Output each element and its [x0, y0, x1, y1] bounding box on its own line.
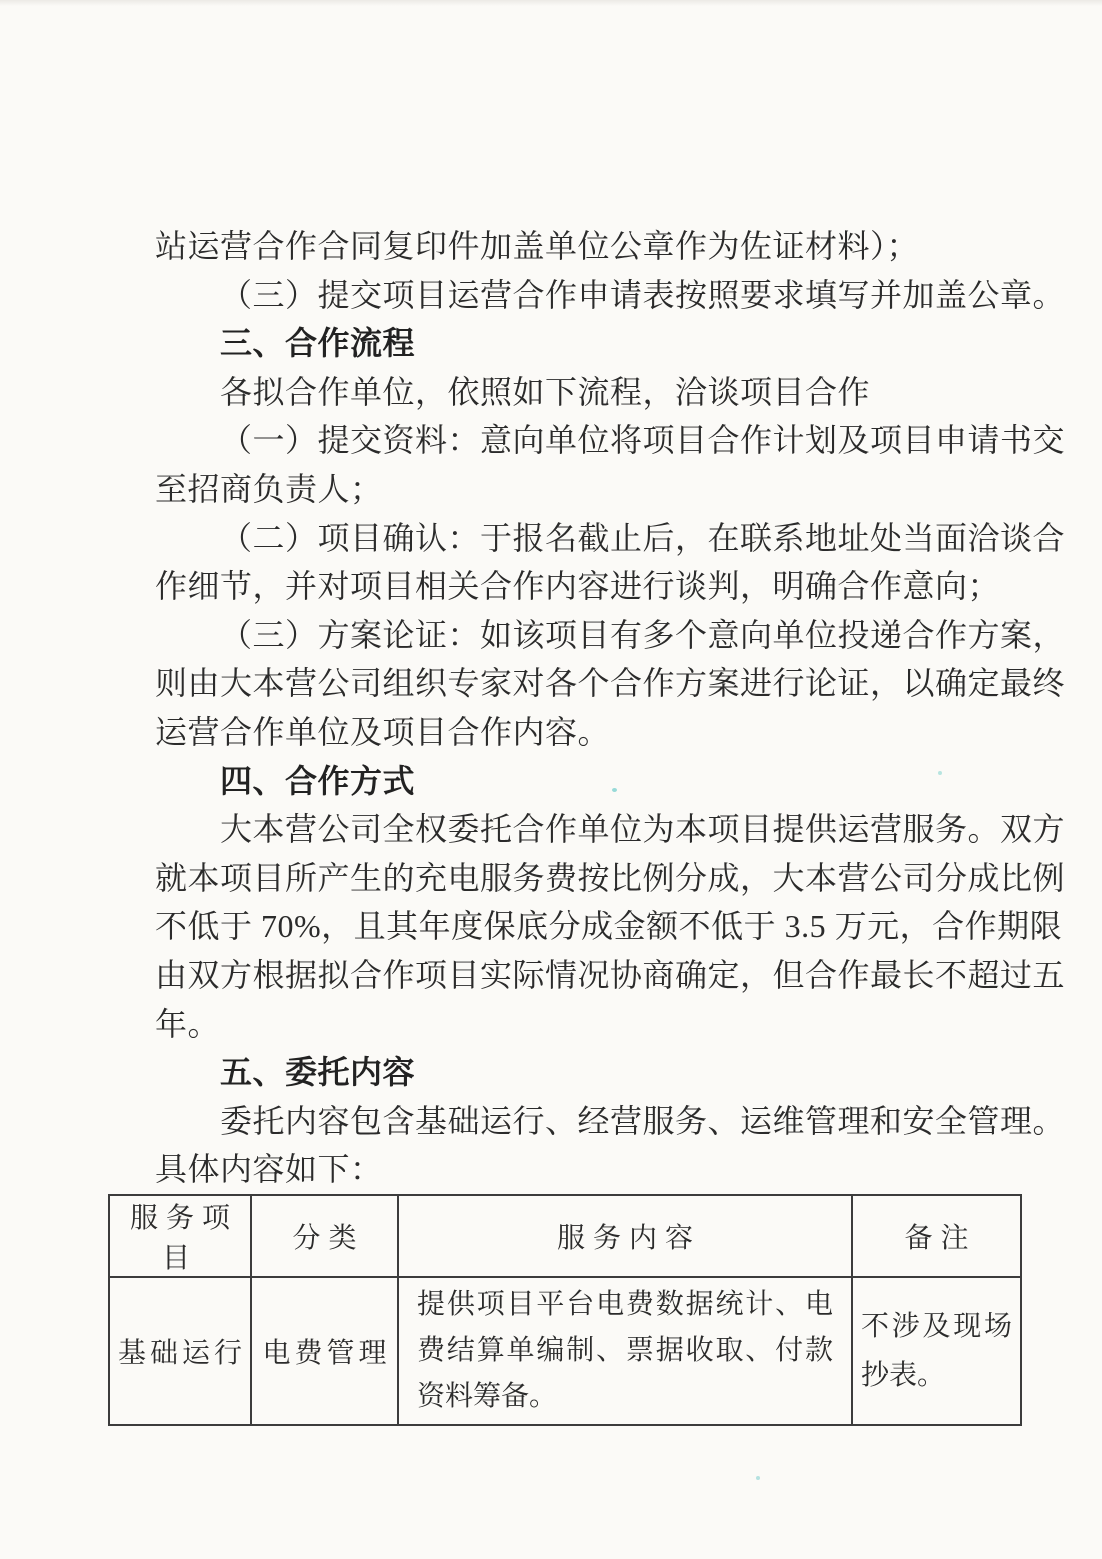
text-line: 不低于 70%，且其年度保底分成金额不低于 3.5 万元，合作期限 — [155, 908, 1063, 945]
text-line: 委托内容包含基础运行、经营服务、运维管理和安全管理。 — [220, 1102, 1066, 1139]
text-line: 运营合作单位及项目合作内容。 — [155, 713, 611, 750]
col-header-remark: 备注 — [852, 1195, 1021, 1277]
col-header-category: 分类 — [251, 1195, 398, 1277]
text-line: 至招商负责人； — [155, 470, 383, 507]
col-header-service-content: 服务内容 — [398, 1195, 852, 1277]
cell-service-content: 提供项目平台电费数据统计、电费结算单编制、票据收取、付款资料筹备。 — [398, 1277, 852, 1425]
cell-remark: 不涉及现场抄表。 — [852, 1277, 1021, 1425]
text-line: （三）方案论证：如该项目有多个意向单位投递合作方案， — [220, 616, 1066, 653]
text-line: 由双方根据拟合作项目实际情况协商确定，但合作最长不超过五 — [155, 956, 1066, 993]
text-line: 具体内容如下： — [155, 1151, 383, 1188]
cell-category: 电费管理 — [251, 1277, 398, 1425]
scan-speck — [756, 1476, 760, 1480]
heading-entrusted-content: 五、委托内容 — [220, 1054, 416, 1091]
cell-service-item: 基础运行 — [109, 1277, 251, 1425]
text-line: 站运营合作合同复印件加盖单位公章作为佐证材料）； — [155, 228, 920, 264]
text-line: （三）提交项目运营合作申请表按照要求填写并加盖公章。 — [220, 276, 1066, 313]
text-line: 就本项目所产生的充电服务费按比例分成，大本营公司分成比例 — [155, 859, 1066, 896]
document-body — [0, 222, 1102, 1412]
text-line: 各拟合作单位，依照如下流程，洽谈项目合作 — [220, 373, 871, 410]
heading-cooperation-method: 四、合作方式 — [220, 762, 416, 799]
text-line: 作细节，并对项目相关合作内容进行谈判，明确合作意向； — [155, 568, 1001, 605]
text-line: 大本营公司全权委托合作单位为本项目提供运营服务。双方 — [220, 811, 1066, 848]
table-header-row — [109, 1195, 1021, 1277]
text-line: （一）提交资料：意向单位将项目合作计划及项目申请书交 — [220, 422, 1066, 459]
heading-cooperation-process: 三、合作流程 — [220, 325, 416, 362]
text-line: 年。 — [155, 1005, 221, 1042]
text-line: 则由大本营公司组织专家对各个合作方案进行论证，以确定最终 — [155, 665, 1066, 702]
service-content-table — [108, 1194, 1022, 1426]
col-header-service-item: 服务项目 — [109, 1195, 251, 1277]
table-row — [109, 1277, 1021, 1425]
text-line: （二）项目确认：于报名截止后，在联系地址处当面洽谈合 — [220, 519, 1066, 556]
